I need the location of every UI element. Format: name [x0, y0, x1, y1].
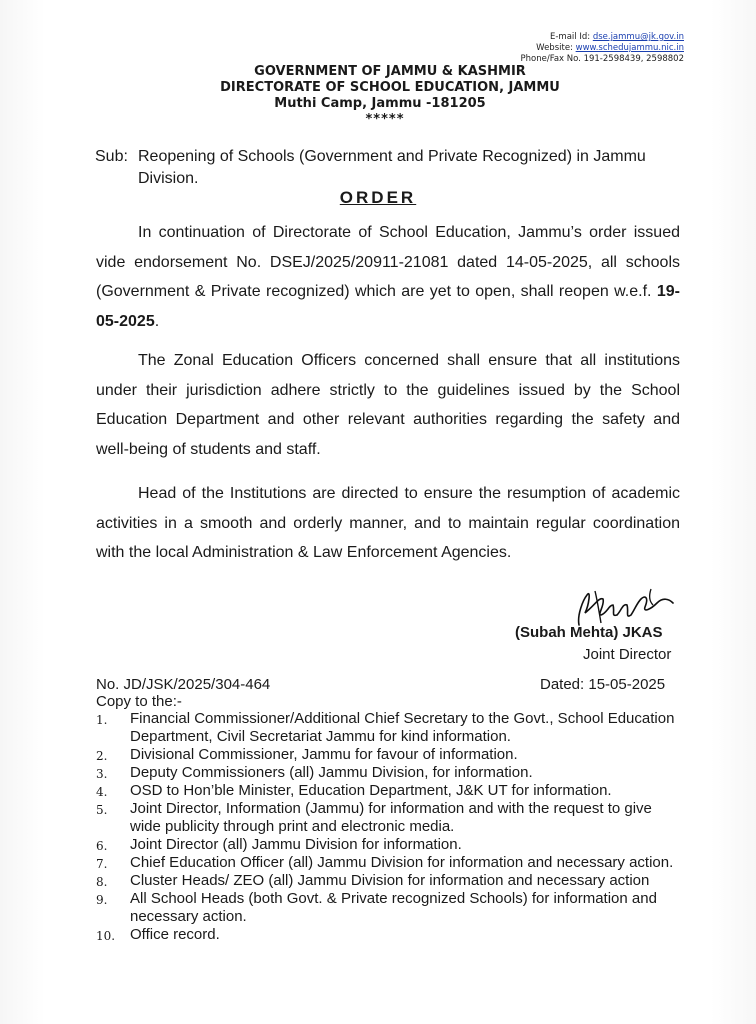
order-title: ORDER: [339, 188, 417, 207]
contact-block: [521, 32, 684, 65]
list-item: 3. Deputy Commissioners (all) Jammu Division, for information.: [96, 764, 533, 781]
subject-label: Sub:: [95, 148, 128, 165]
subject-line: [95, 146, 685, 190]
stars-divider: *****: [365, 112, 405, 127]
paragraph-1: In continuation of Directorate of School Education, Jammu’s order issued vide endorsement No. DSEJ/2025/20911-21081 dated 14-05-2025, all schools (Government & Private recognized) which are yet to open, shall reopen w.e.f. 19-05-2025.: [96, 224, 680, 330]
list-item: 9. All School Heads (both Govt. & Private recognized Schools) for information and necessary action.: [96, 890, 657, 925]
paragraph-2: The Zonal Education Officers concerned shall ensure that all institutions under their jurisdiction adhere strictly to the guidelines issued by the School Education Department and other relevant authorities regarding the safety and well-being of students and staff.: [96, 352, 680, 458]
website-link[interactable]: www.schedujammu.nic.in: [575, 43, 684, 53]
paragraph-3: Head of the Institutions are directed to ensure the resumption of academic activities in a smooth and orderly manner, and to maintain regular coordination with the local Administration & Law Enforcement Agencies.: [96, 485, 680, 561]
email-link[interactable]: dse.jammu@jk.gov.in: [592, 32, 684, 42]
list-item: 6. Joint Director (all) Jammu Division for information.: [96, 836, 462, 853]
phone-line: Phone/Fax No. 191-2598439, 2598802: [520, 54, 684, 64]
subject-text: Reopening of Schools (Government and Private Recognized) in Jammu Division.: [138, 148, 646, 187]
list-item: 10. Office record.: [96, 926, 220, 943]
office-address: Muthi Camp, Jammu -181205: [274, 96, 486, 111]
directorate-name: DIRECTORATE OF SCHOOL EDUCATION, JAMMU: [220, 80, 560, 95]
signatory-designation: Joint Director: [583, 646, 672, 663]
signatory-name: (Subah Mehta) JKAS: [515, 624, 663, 641]
website-line: Website: www.schedujammu.nic.in: [536, 43, 684, 53]
list-item: 1. Financial Commissioner/Additional Chief Secretary to the Govt., School Education Department, Civil Secretariat Jammu for kind information.: [96, 710, 675, 745]
govt-name: GOVERNMENT OF JAMMU & KASHMIR: [254, 64, 526, 79]
list-item: 8. Cluster Heads/ ZEO (all) Jammu Division for information and necessary action: [96, 872, 650, 889]
list-item: 7. Chief Education Officer (all) Jammu Division for information and necessary action.: [96, 854, 674, 871]
letterhead: [190, 64, 590, 128]
reference-date: Dated: 15-05-2025: [540, 676, 666, 693]
copy-to-list: [96, 710, 686, 944]
list-item: 2. Divisional Commissioner, Jammu for favour of information.: [96, 746, 518, 763]
list-item: 4. OSD to Hon’ble Minister, Education Department, J&K UT for information.: [96, 782, 612, 799]
copy-to-heading: Copy to the:-: [96, 693, 182, 710]
reference-number: No. JD/JSK/2025/304-464: [96, 676, 271, 693]
reopen-date: 19-05-2025: [96, 283, 680, 330]
list-item: 5. Joint Director, Information (Jammu) for information and with the request to give wide publicity through print and electronic media.: [96, 800, 652, 835]
email-line: E-mail Id: dse.jammu@jk.gov.in: [549, 32, 684, 42]
